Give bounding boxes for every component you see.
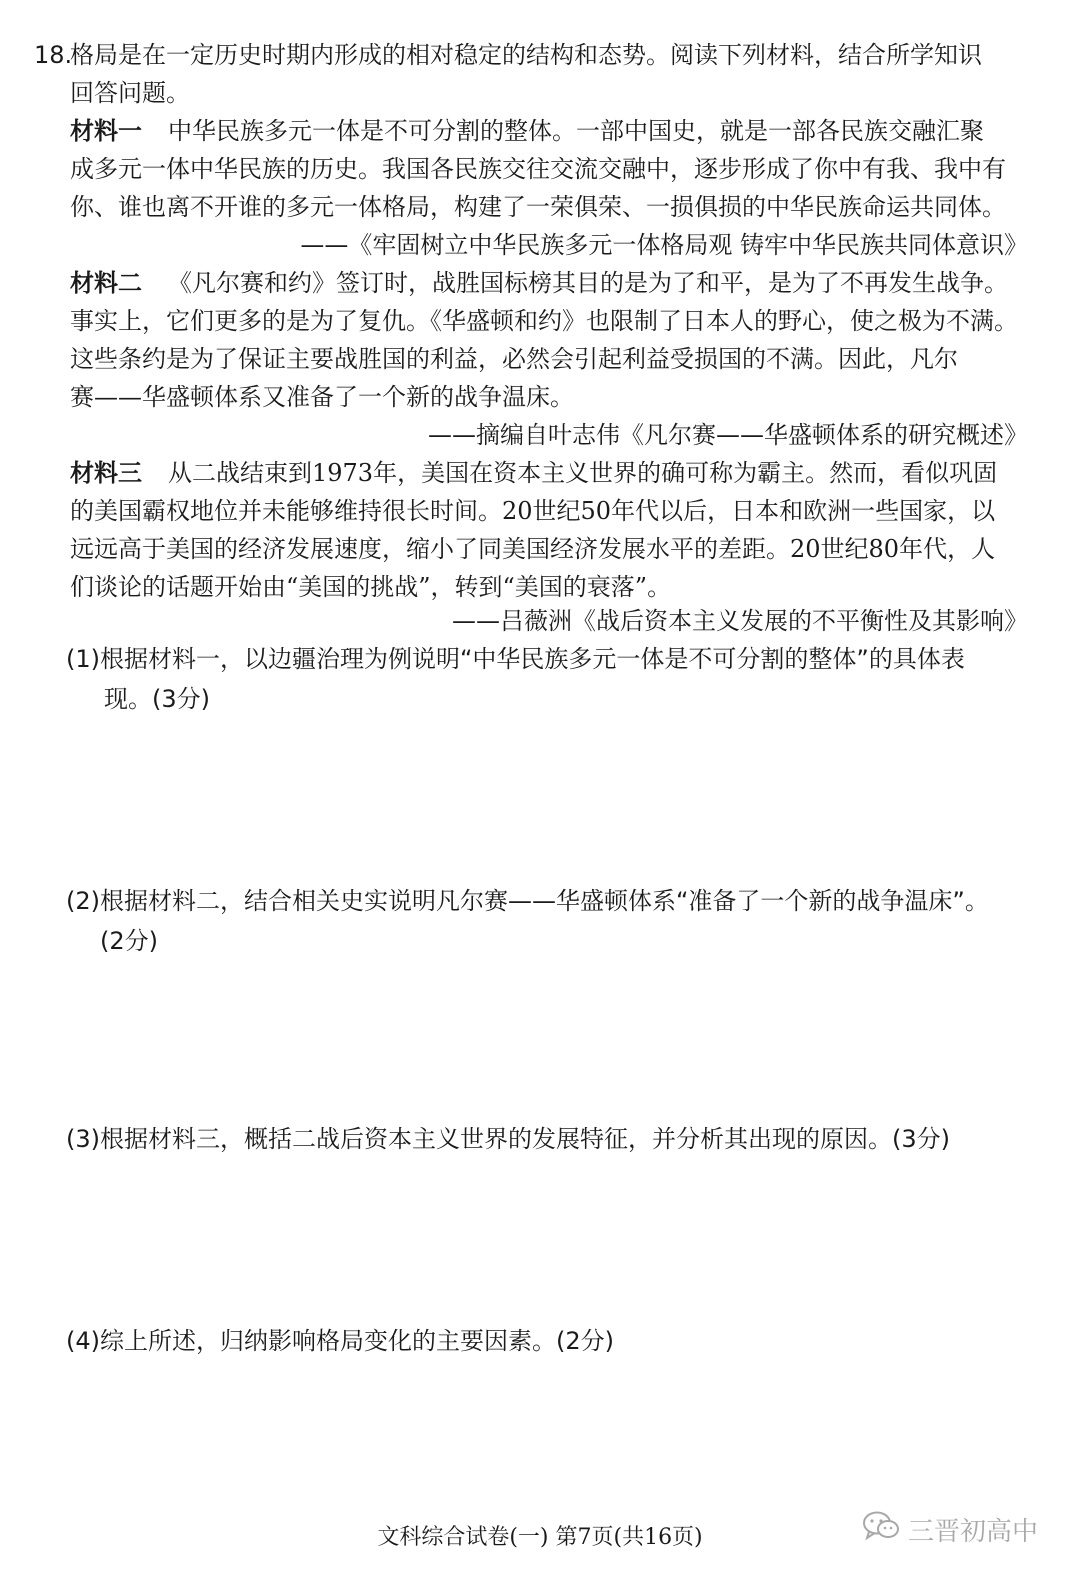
material-3-line-2: 的美国霸权地位并未能够维持很长时间。20世纪50年代以后，日本和欧洲一些国家，以 xyxy=(70,497,996,525)
watermark-text: 三晋初高中 xyxy=(908,1517,1039,1547)
sub-question-1-line-1: (1)根据材料一，以边疆治理为例说明“中华民族多元一体是不可分割的整体”的具体表 xyxy=(66,645,965,673)
sub-question-3: (3)根据材料三，概括二战后资本主义世界的发展特征，并分析其出现的原因。(3分) xyxy=(66,1125,950,1153)
material-3-line-1: 从二战结束到1973年，美国在资本主义世界的确可称为霸主。然而，看似巩固 xyxy=(168,459,998,487)
material-3-line-3: 远远高于美国的经济发展速度，缩小了同美国经济发展水平的差距。20世纪80年代，人 xyxy=(70,535,996,563)
material-2-line-4: 赛——华盛顿体系又准备了一个新的战争温床。 xyxy=(70,383,574,411)
material-3-line-4: 们谈论的话题开始由“美国的挑战”，转到“美国的衰落”。 xyxy=(70,573,672,601)
material-1-label: 材料一 xyxy=(70,117,142,145)
wechat-icon xyxy=(862,1510,900,1549)
material-1-line-1: 中华民族多元一体是不可分割的整体。一部中国史，就是一部各民族交融汇聚 xyxy=(168,117,984,145)
sub-question-2-line-2: (2分) xyxy=(100,927,158,955)
material-1-source: ——《牢固树立中华民族多元一体格局观 铸牢中华民族共同体意识》 xyxy=(300,231,1028,259)
material-2-line-2: 事实上，它们更多的是为了复仇。《华盛顿和约》也限制了日本人的野心，使之极为不满。 xyxy=(70,307,1018,335)
sub-question-2-line-1: (2)根据材料二，结合相关史实说明凡尔赛——华盛顿体系“准备了一个新的战争温床”。 xyxy=(66,887,989,915)
question-number: 18. xyxy=(34,41,73,69)
watermark xyxy=(862,1510,1038,1549)
material-2-line-1: 《凡尔赛和约》签订时，战胜国标榜其目的是为了和平，是为了不再发生战争。 xyxy=(168,269,1008,297)
material-2-line-3: 这些条约是为了保证主要战胜国的利益，必然会引起利益受损国的不满。因此，凡尔 xyxy=(70,345,958,373)
page-footer: 文科综合试卷(一) 第7页(共16页) xyxy=(377,1525,703,1550)
material-3-label: 材料三 xyxy=(70,459,142,487)
material-1-line-2: 成多元一体中华民族的历史。我国各民族交往交流交融中，逐步形成了你中有我、我中有 xyxy=(70,155,1006,183)
sub-question-1-line-2: 现。(3分) xyxy=(104,685,210,713)
question-stem-line-1: 格局是在一定历史时期内形成的相对稳定的结构和态势。阅读下列材料，结合所学知识 xyxy=(70,41,982,69)
question-stem-line-2: 回答问题。 xyxy=(70,79,190,107)
material-3-source: ——吕薇洲《战后资本主义发展的不平衡性及其影响》 xyxy=(452,607,1028,635)
material-2-source: ——摘编自叶志伟《凡尔赛——华盛顿体系的研究概述》 xyxy=(428,421,1028,449)
material-2-label: 材料二 xyxy=(70,269,142,297)
sub-question-4: (4)综上所述，归纳影响格局变化的主要因素。(2分) xyxy=(66,1327,614,1355)
material-1-line-3: 你、谁也离不开谁的多元一体格局，构建了一荣俱荣、一损俱损的中华民族命运共同体。 xyxy=(70,193,1006,221)
